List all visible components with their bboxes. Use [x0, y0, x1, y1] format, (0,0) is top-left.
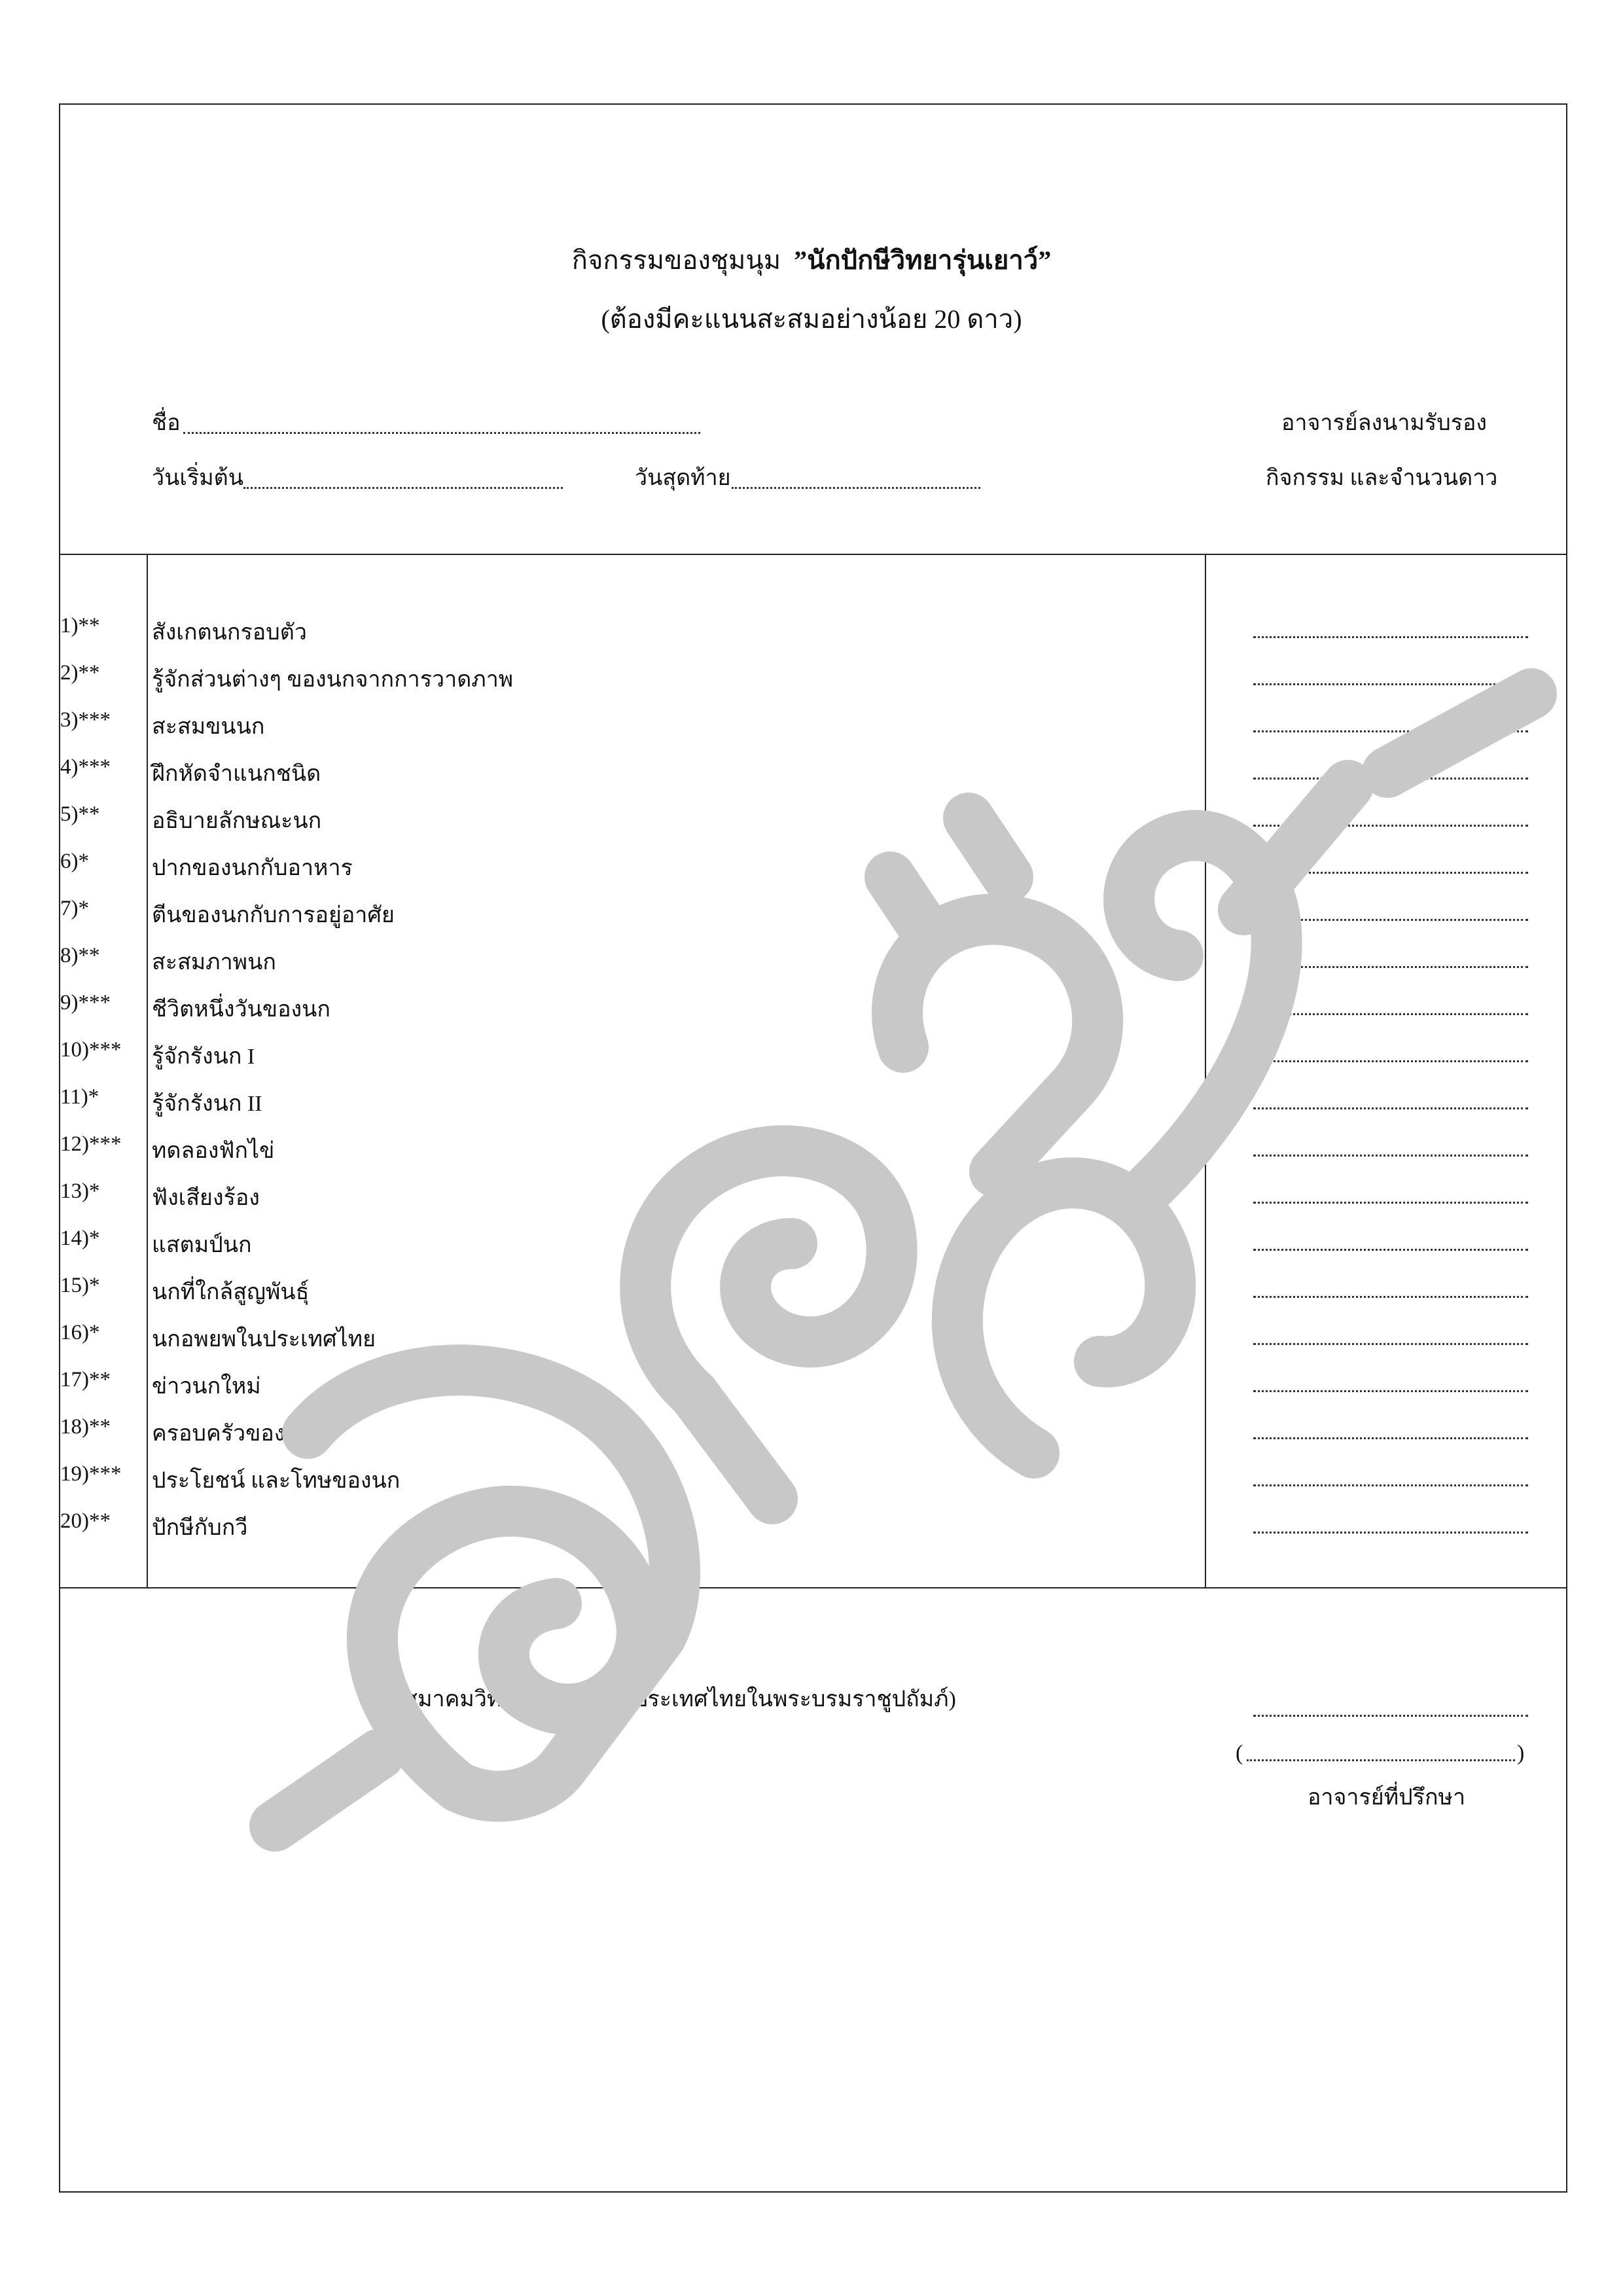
advisor-label: อาจารย์ที่ปรึกษา [1308, 1785, 1466, 1810]
activity-signature-line[interactable] [1253, 1390, 1528, 1392]
activity-number: 15)* [60, 1274, 100, 1297]
activity-number: 8)** [60, 944, 100, 967]
activity-label: ข่าวนกใหม่ [152, 1374, 261, 1399]
activity-signature-line[interactable] [1253, 825, 1528, 827]
activity-number: 10)*** [60, 1038, 122, 1062]
activity-number: 11)* [60, 1085, 99, 1109]
activity-signature-line[interactable] [1253, 778, 1528, 780]
activity-signature-line[interactable] [1253, 1060, 1528, 1062]
activity-signature-line[interactable] [1253, 1107, 1528, 1109]
activity-label: สังเกตนกรอบตัว [152, 620, 307, 645]
activity-signature-line[interactable] [1253, 1296, 1528, 1298]
activity-number: 20)** [60, 1509, 111, 1533]
activity-signature-line[interactable] [1253, 919, 1528, 921]
advisor-name-line[interactable] [1247, 1759, 1515, 1761]
activity-signature-line[interactable] [1253, 1437, 1528, 1439]
activity-label: ปากของนกกับอาหาร [152, 856, 353, 880]
activity-number: 19)*** [60, 1462, 122, 1486]
activity-number: 13)* [60, 1179, 100, 1203]
activity-signature-line[interactable] [1253, 966, 1528, 968]
activity-label: ตีนของนกกับการอยู่อาศัย [152, 903, 395, 927]
activity-number: 12)*** [60, 1132, 122, 1156]
activity-signature-line[interactable] [1253, 1202, 1528, 1204]
activity-number: 9)*** [60, 991, 111, 1014]
activity-label: รู้จักรังนก I [152, 1045, 255, 1069]
activity-number: 3)*** [60, 708, 111, 732]
activity-label: ครอบครัวของนก [152, 1422, 314, 1446]
activity-signature-line[interactable] [1253, 730, 1528, 732]
activity-number: 16)* [60, 1321, 100, 1344]
page-title [0, 239, 1623, 281]
end-date-line[interactable] [732, 487, 980, 489]
activity-label: รู้จักรังนก II [152, 1092, 262, 1116]
activity-signature-line[interactable] [1253, 1484, 1528, 1486]
start-date-line[interactable] [243, 487, 563, 489]
start-date-label: วันเริ่มต้น [152, 466, 243, 490]
activity-label: สะสมภาพนก [152, 950, 276, 975]
activity-number: 1)** [60, 614, 100, 637]
teacher-certify-label: อาจารย์ลงนามรับรอง [1281, 411, 1488, 435]
activity-signature-line[interactable] [1253, 1013, 1528, 1015]
advisor-name-open-paren: ( [1236, 1741, 1243, 1765]
activity-label: ชีวิตหนึ่งวันของนก [152, 997, 330, 1022]
activity-number: 17)** [60, 1368, 111, 1391]
activity-number: 14)* [60, 1227, 100, 1250]
activity-label: ปักษีกับกวี [152, 1516, 248, 1540]
activity-signature-line[interactable] [1253, 683, 1528, 685]
activity-label: อธิบายลักษณะนก [152, 809, 322, 833]
page-subtitle: (ต้องมีคะแนนสะสมอย่างน้อย 20 ดาว) [601, 304, 1022, 334]
activity-label: ประโยชน์ และโทษของนก [152, 1469, 401, 1493]
activity-label: นกที่ใกล้สูญพันธุ์ [152, 1280, 310, 1304]
activity-signature-line[interactable] [1253, 1155, 1528, 1157]
activity-number: 2)** [60, 661, 100, 685]
activity-signature-line[interactable] [1253, 1532, 1528, 1534]
activity-label: แสตมป์นก [152, 1233, 252, 1257]
activity-label: นกอพยพในประเทศไทย [152, 1327, 376, 1352]
activity-signature-line[interactable] [1253, 872, 1528, 874]
activity-number: 6)* [60, 850, 89, 873]
advisor-name-close-paren: ) [1517, 1741, 1525, 1765]
activity-label: รู้จักส่วนต่างๆ ของนกจากการวาดภาพ [152, 668, 514, 692]
title-prefix: กิจกรรมของชุมนุม [571, 245, 781, 275]
activity-label: สะสมขนนก [152, 715, 265, 739]
activity-label: ฝึกหัดจำแนกชนิด [152, 762, 321, 786]
number-column-divider [147, 554, 148, 1587]
activity-stars-label: กิจกรรม และจำนวนดาว [1266, 466, 1498, 490]
activity-signature-line[interactable] [1253, 1249, 1528, 1251]
signature-column-divider [1205, 554, 1206, 1587]
activity-label: ฟังเสียงร้อง [152, 1186, 260, 1210]
activity-label: ทดลองฟักไข่ [152, 1139, 275, 1163]
activity-number: 7)* [60, 897, 89, 920]
organization-name: (สมาคมวิทยาศาสตร์แห่งประเทศไทยในพระบรมราชูปถัมภ์) [397, 1687, 956, 1712]
activity-number: 18)** [60, 1415, 111, 1439]
header-divider [59, 554, 1567, 555]
advisor-signature-line[interactable] [1253, 1715, 1528, 1717]
activity-number: 5)** [60, 802, 100, 826]
name-field-label: ชื่อ [152, 411, 181, 435]
end-date-label: วันสุดท้าย [635, 466, 731, 490]
club-name: ”นักปักษีวิทยารุ่นเยาว์” [794, 245, 1052, 275]
footer-divider [59, 1587, 1567, 1588]
activity-number: 4)*** [60, 755, 111, 779]
name-field-line[interactable] [183, 432, 700, 434]
activity-signature-line[interactable] [1253, 1343, 1528, 1345]
activity-signature-line[interactable] [1253, 636, 1528, 638]
